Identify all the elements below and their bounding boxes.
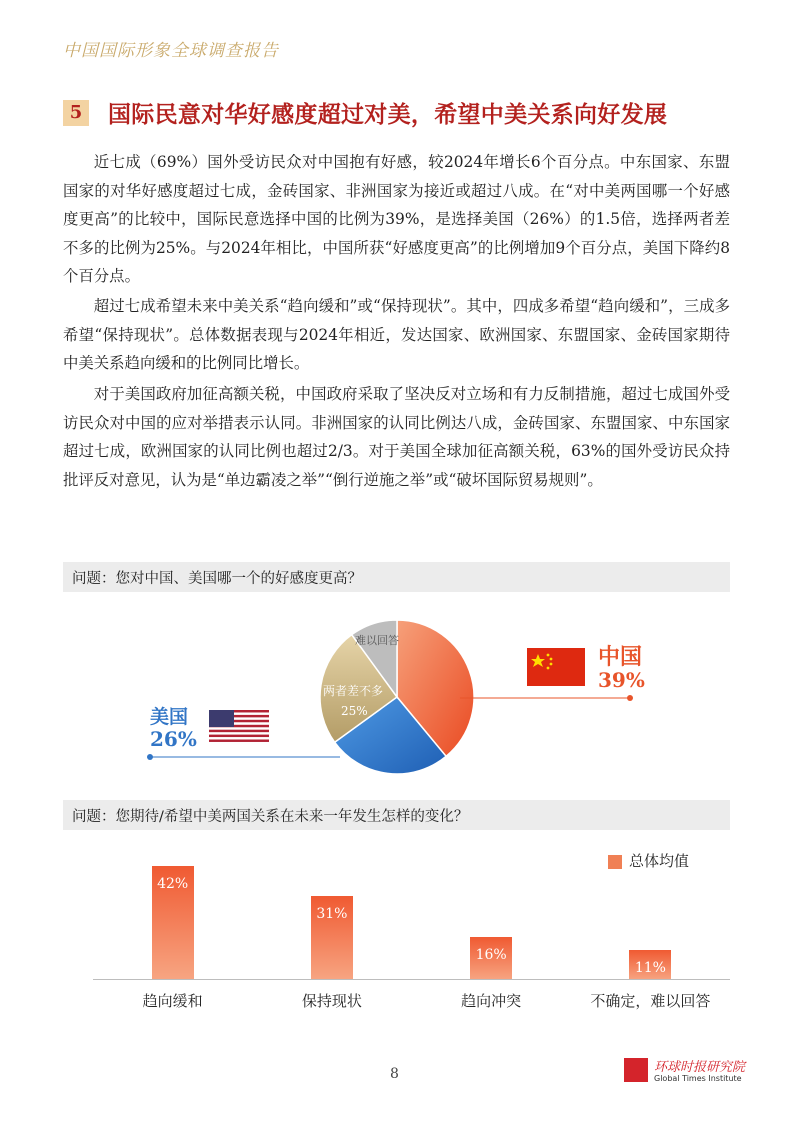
bar-category-label: 趋向缓和 bbox=[142, 992, 203, 1010]
page-number: 8 bbox=[390, 1066, 399, 1082]
question-2-text: 问题：您期待/希望中美两国关系在未来一年发生怎样的变化？ bbox=[72, 809, 469, 825]
china-leader-dot bbox=[627, 695, 633, 701]
paragraph-1: 近七成（69%）国外受访民众对中国抱有好感，较2024年增长6个百分点。中东国家、东盟国家的对华好感度超过七成，金砖国家、非洲国家为接近或超过八成。在“对中美两国哪一个好感度更高”的比较中，国际民意选择中国的比例为39%，是选择美国（26%）的1.5倍，选择两者差不多的比例为25%。与2024年相比，中国所获“好感度更高”的比例增加9个百分点，美国下降约8个百分点。 bbox=[63, 153, 730, 285]
china-flag-icon bbox=[527, 648, 585, 686]
bar-chart bbox=[93, 840, 730, 980]
bar-value-label: 11% bbox=[634, 960, 666, 977]
pie-chart bbox=[0, 600, 793, 800]
bar-baseline bbox=[93, 979, 730, 980]
report-header: 中国国际形象全球调查报告 bbox=[63, 41, 279, 61]
us-flag-icon bbox=[209, 710, 269, 742]
logo-english: Global Times Institute bbox=[654, 1074, 742, 1083]
bar-categories bbox=[93, 990, 730, 1012]
paragraph-3: 对于美国政府加征高额关税，中国政府采取了坚决反对立场和有力反制措施，超过七成国外受访民众对中国的应对举措表示认同。非洲国家的认同比例达八成，金砖国家、东盟国家、中东国家超过七成，欧洲国家的认同比例也超过2/3。对于美国全球加征高额关税，63%的国外受访民众持批评反对意见，认为是“单边霸凌之举”“倒行逆施之举”或“破坏国际贸易规则”。 bbox=[63, 385, 730, 489]
section-title: 国际民意对华好感度超过对美，希望中美关系向好发展 bbox=[108, 102, 668, 128]
section-number: 5 bbox=[63, 100, 89, 126]
paragraph-2: 超过七成希望未来中美关系“趋向缓和”或“保持现状”。其中，四成多希望“趋向缓和”，三成多希望“保持现状”。总体数据表现与2024年相近，发达国家、欧洲国家、东盟国家、金砖国家期待中美关系趋向缓和的比例同比增长。 bbox=[63, 297, 730, 372]
us-leader-dot bbox=[147, 754, 153, 760]
legend-label: 总体均值 bbox=[629, 852, 690, 870]
bar-2 bbox=[470, 937, 512, 980]
bar-category-label: 不确定，难以回答 bbox=[590, 992, 711, 1010]
us-value: 26% bbox=[150, 727, 197, 751]
bar-0 bbox=[152, 866, 194, 980]
china-value: 39% bbox=[598, 668, 645, 692]
bar-category-label: 保持现状 bbox=[301, 992, 362, 1010]
question-1-text: 问题：您对中国、美国哪一个的好感度更高？ bbox=[72, 571, 362, 587]
us-label: 美国 bbox=[150, 706, 189, 728]
china-label: 中国 bbox=[598, 644, 643, 670]
logo-icon bbox=[624, 1058, 648, 1082]
pie-similar-label: 两者差不多 bbox=[323, 684, 384, 698]
bar-value-label: 16% bbox=[475, 946, 507, 963]
logo-chinese: 环球时报研究院 bbox=[654, 1060, 746, 1075]
bar-value-label: 31% bbox=[316, 905, 348, 922]
pie-similar-value: 25% bbox=[341, 704, 368, 718]
bar-value-label: 42% bbox=[157, 876, 189, 892]
bar-category-label: 趋向冲突 bbox=[461, 992, 522, 1010]
bar-1 bbox=[311, 896, 353, 980]
pie-unknown-label: 难以回答 bbox=[355, 634, 399, 647]
bar-3 bbox=[629, 950, 671, 980]
